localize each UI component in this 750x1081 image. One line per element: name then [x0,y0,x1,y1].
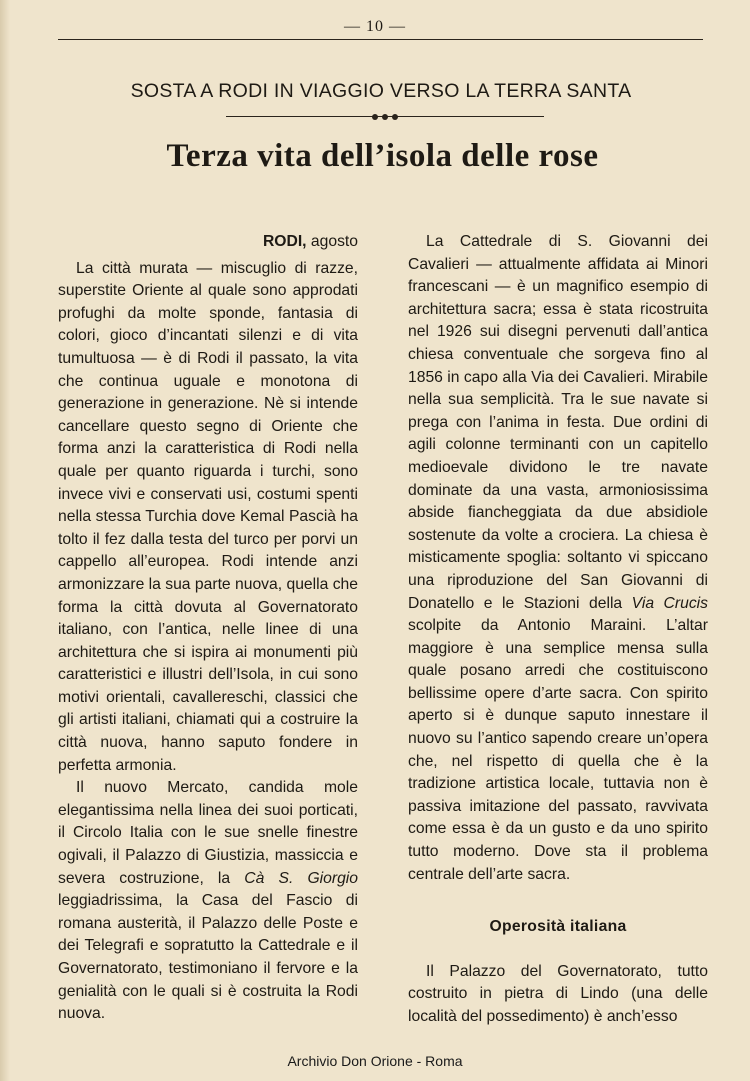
paragraph-text: leggiadrissima, la Casa del Fascio di romana austerità, il Palazzo delle Poste e dei Telegrafi e sopratutto la Cattedrale e il Governatorato, testimoniano il fervore e la genialità con le quali si è costruita la Rodi nuova. [58,892,358,1023]
paragraph: Il Palazzo del Governatorato, tutto costruito in pietra di Lindo (una delle località del possedimento) è anch’esso [408,962,708,1025]
paragraph-text: scolpite da Antonio Maraini. L’altar maggiore è una semplice mensa sulla quale posano arredi che costituiscono bellissime opere d’arte sacra. Con spirito aperto si è dunque saputo innestare il nuovo su l’antico sapendo creare un’opera che, nel rispetto di quella che è la tradizione artistica locale, tuttavia non è passiva imitazione del passato, ravvivata come essa è da un gusto e da uno spirito tutto moderno. Dove sta il problema centrale dell’arte sacra. [408,617,708,883]
right-column [408,231,708,1029]
paragraph-text: La Cattedrale di S. Giovanni dei Cavalieri — attualmente affidata ai Minori francescani — è un magnifico esempio di architettura sacra; essa è stata ricostruita nel 1926 sui disegni pervenuti dall’antica chiesa conventuale che sorgeva fino al 1856 in capo alla Via dei Cavalieri. Mirabile nella sua semplicità. Tra le sue navate si prega con l’anima in festa. Due ordini di agili colonne terminanti con un capitello medioevale dividono le tre navate dominate da una vasta, armoniosissima abside fiancheggiata da due absidiole sostenute da volte a crociera. La chiesa è misticamente spoglia: soltanto vi spiccano una riproduzione del San Giovanni di Donatello e le Stazioni della [408,233,708,612]
dateline-date: agosto [310,233,358,250]
paragraph [58,777,358,1026]
dateline-place: RODI, [262,233,307,250]
ornament-dot [372,114,378,120]
paragraph: La città murata — miscuglio di razze, superstite Oriente al quale sono approdati profughi da molte sponde, fantasia di colori, gioco d’incantati silenzi e di vita tumultuosa — è di Rodi il passato, la vita che continua uguale e monotona di generazione in generazione. Nè si intende cancellare questo segno di Oriente che forma anzi la caratteristica di Rodi nella quale per quanto riguarda i turchi, sono invece vivi e conservati usi, costumi spenti nella stessa Turchia dove Kemal Pascià ha tolto il fez dalla testa del turco per porvi un cappello all’europea. Rodi intende anzi armonizzare la sua parte nuova, quella che forma la città dovuta al Governatorato italiano, con l’antica, nelle linee di una architettura che si ispira ai monumenti più caratteristici e illustri dell’Isola, in cui sono motivi orientali, cavallereschi, classici che gli artisti italiani, chiamati qui a costruire la città nuova, hanno saputo fondere in perfetta armonia. [58,259,358,774]
italic-text: Cà S. Giorgio [244,869,359,887]
ornament-dot [392,114,398,120]
paragraph [408,231,708,886]
dateline [58,231,358,254]
header-rule [58,39,703,40]
paragraph-text: Il nuovo Mercato, candida mole elegantissima nella linea dei suoi porticati, il Circolo Italia con le sue snelle finestre ogivali, il Palazzo di Giustizia, massiccia e severa costruzione, la [58,779,358,887]
title-ornament [226,114,544,120]
article-title: Terza vita dell’isola delle rose [166,138,599,174]
running-title: SOSTA A RODI IN VIAGGIO VERSO LA TERRA SANTA [130,80,632,102]
left-column [58,231,358,1026]
page-number: — 10 — [344,18,406,35]
section-subheading: Operosità italiana [489,918,627,936]
ornament-dot [382,114,388,120]
italic-text: Via Crucis [631,594,709,612]
archive-footer: Archivio Don Orione - Roma [287,1053,463,1069]
